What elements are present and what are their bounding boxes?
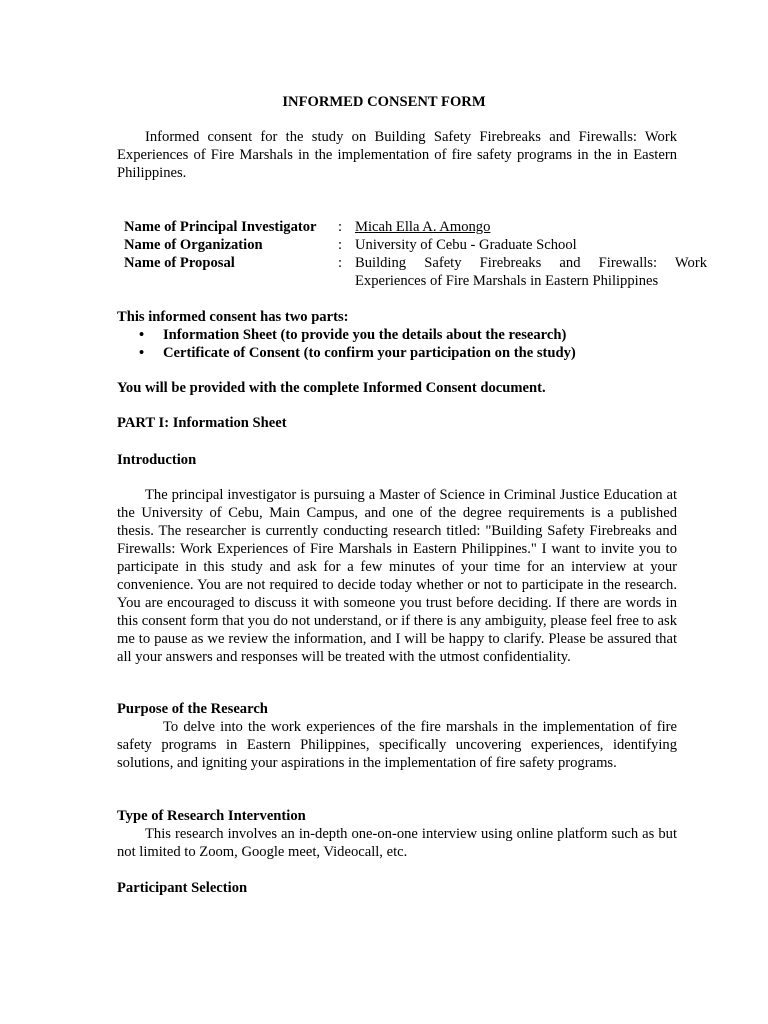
proposal-value-line1: Building Safety Firebreaks and Firewalls: Work [355, 255, 707, 271]
proposal-value-line2: Experiences of Fire Marshals in Eastern Philippines [355, 273, 659, 289]
investigator-value: Micah Ella A. Amongo [355, 219, 491, 235]
introduction-heading: Introduction [117, 452, 197, 468]
bullet-icon: • [139, 345, 145, 361]
colon-separator: : [338, 255, 343, 271]
colon-separator: : [338, 237, 343, 253]
part1-heading: PART I: Information Sheet [117, 415, 287, 431]
organization-value: University of Cebu - Graduate School [355, 237, 577, 253]
parts-section [117, 308, 576, 362]
intervention-heading: Type of Research Intervention [117, 808, 306, 824]
parts-heading: This informed consent has two parts: [117, 309, 349, 325]
proposal-label: Name of Proposal [124, 255, 235, 271]
list-item-text: Certificate of Consent (to confirm your participation on the study) [163, 345, 576, 361]
purpose-heading: Purpose of the Research [117, 701, 268, 717]
bullet-icon: • [139, 327, 145, 343]
purpose-paragraph: To delve into the work experiences of the fire marshals in the implementation of fire safety programs in Eastern Philippines, specifically uncovering experiences, identifying solutions, and igniting your aspirations in the implementation of fire safety programs. [117, 719, 677, 771]
intervention-paragraph: This research involves an in-depth one-on-one interview using online platform such as but not limited to Zoom, Google meet, Videocall, etc. [117, 826, 677, 860]
investigator-label: Name of Principal Investigator [124, 219, 317, 235]
list-item-text: Information Sheet (to provide you the details about the research) [163, 327, 567, 343]
colon-separator: : [338, 219, 343, 235]
list-item [117, 326, 576, 344]
form-title: INFORMED CONSENT FORM [282, 94, 486, 110]
organization-label: Name of Organization [124, 237, 263, 253]
list-item [117, 344, 576, 362]
intro-paragraph: Informed consent for the study on Building Safety Firebreaks and Firewalls: Work Experiences of Fire Marshals in the implementation of fire safety programs in the in Eastern Philippines. [117, 129, 677, 181]
provided-note: You will be provided with the complete Informed Consent document. [117, 380, 546, 396]
introduction-paragraph: The principal investigator is pursuing a Master of Science in Criminal Justice Education at the University of Cebu, Main Campus, and one of the degree requirements is a published thesis. The researcher is currently conducting research titled: "Building Safety Firebreaks and Firewalls: Work Experiences of Fire Marshals in Eastern Philippines." I want to invite you to participate in this study and ask for a few minutes of your time for an interview at your convenience. You are not required to decide today whether or not to participate in the research. You are encouraged to discuss it with someone you trust before deciding. If there are words in this consent form that you do not understand, or if there is any ambiguity, please feel free to ask me to pause as we review the information, and I will be happy to clarify. Please be assured that all your answers and responses will be treated with the utmost confidentiality. [117, 487, 677, 665]
participant-selection-heading: Participant Selection [117, 880, 248, 896]
